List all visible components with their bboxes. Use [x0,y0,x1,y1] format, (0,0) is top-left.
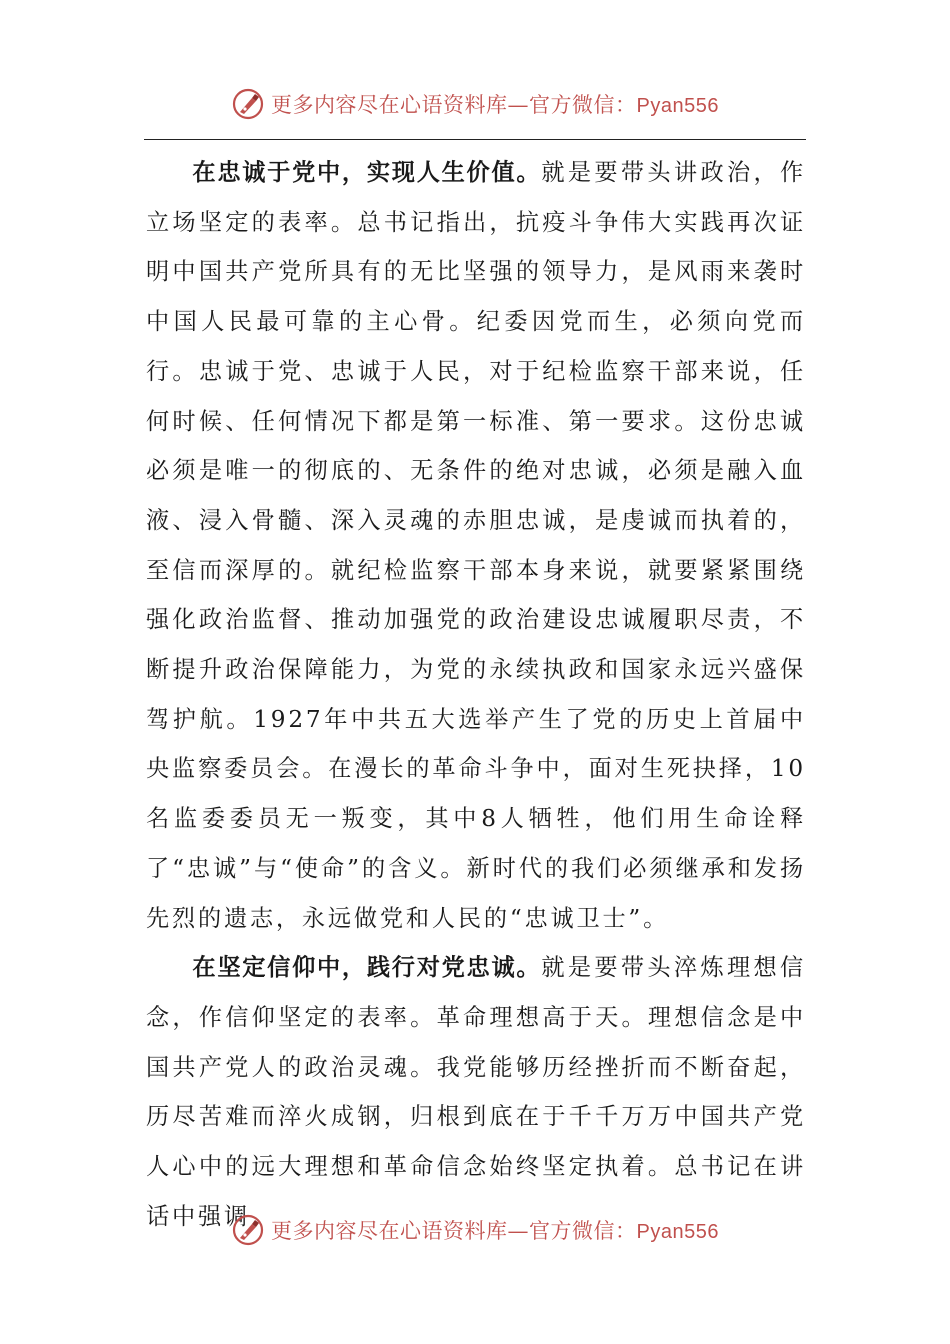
pen-nib-logo-icon [231,1213,265,1247]
paragraph-1 [146,148,806,943]
footer-banner-caption: 更多内容尽在心语资料库—官方微信： [271,1219,637,1243]
document-body [146,148,806,1241]
paragraph-1-text: 就是要带头讲政治，作立场坚定的表率。总书记指出，抗疫斗争伟大实践再次证明中国共产党所具有的无比坚强的领导力，是风雨来袭时中国人民最可靠的主心骨。纪委因党而生，必须向党而行。忠诚于党、忠诚于人民，对于纪检监察干部来说，任何时候、任何情况下都是第一标准、第一要求。这份忠诚必须是唯一的彻底的、无条件的绝对忠诚，必须是融入血液、浸入骨髓、深入灵魂的赤胆忠诚，是虔诚而执着的，至信而深厚的。就纪检监察干部本身来说，就要紧紧围绕强化政治监督、推动加强党的政治建设忠诚履职尽责，不断提升政治保障能力，为党的永续执政和国家永远兴盛保驾护航。1927年中共五大选举产生了党的历史上首届中央监察委员会。在漫长的革命斗争中，面对生死抉择，10名监委委员无一叛变，其中8人牺牲，他们用生命诠释了“忠诚”与“使命”的含义。新时代的我们必须继承和发扬先烈的遗志，永远做党和人民的“忠诚卫士”。 [146,159,806,932]
header-divider [144,139,806,140]
footer-banner-text [271,1215,719,1245]
header-banner-text [271,89,719,119]
header-banner-brand: Pyan556 [636,95,719,117]
footer-banner-brand: Pyan556 [636,1221,719,1243]
footer-banner [0,1210,950,1250]
paragraph-2-text: 就是要带头淬炼理想信念，作信仰坚定的表率。革命理想高于天。理想信念是中国共产党人的政治灵魂。我党能够历经挫折而不断奋起，历尽苦难而淬火成钢，归根到底在于千千万万中国共产党人心中的远大理想和革命信念始终坚定执着。总书记在讲话中强调 [146,954,806,1230]
paragraph-2-lead: 在坚定信仰中，践行对党忠诚。 [192,954,542,982]
paragraph-1-lead: 在忠诚于党中，实现人生价值。 [192,159,542,186]
paragraph-2 [146,943,806,1241]
header-banner-caption: 更多内容尽在心语资料库—官方微信： [271,93,637,117]
pen-nib-logo-icon [231,87,265,121]
header-banner [0,84,950,124]
